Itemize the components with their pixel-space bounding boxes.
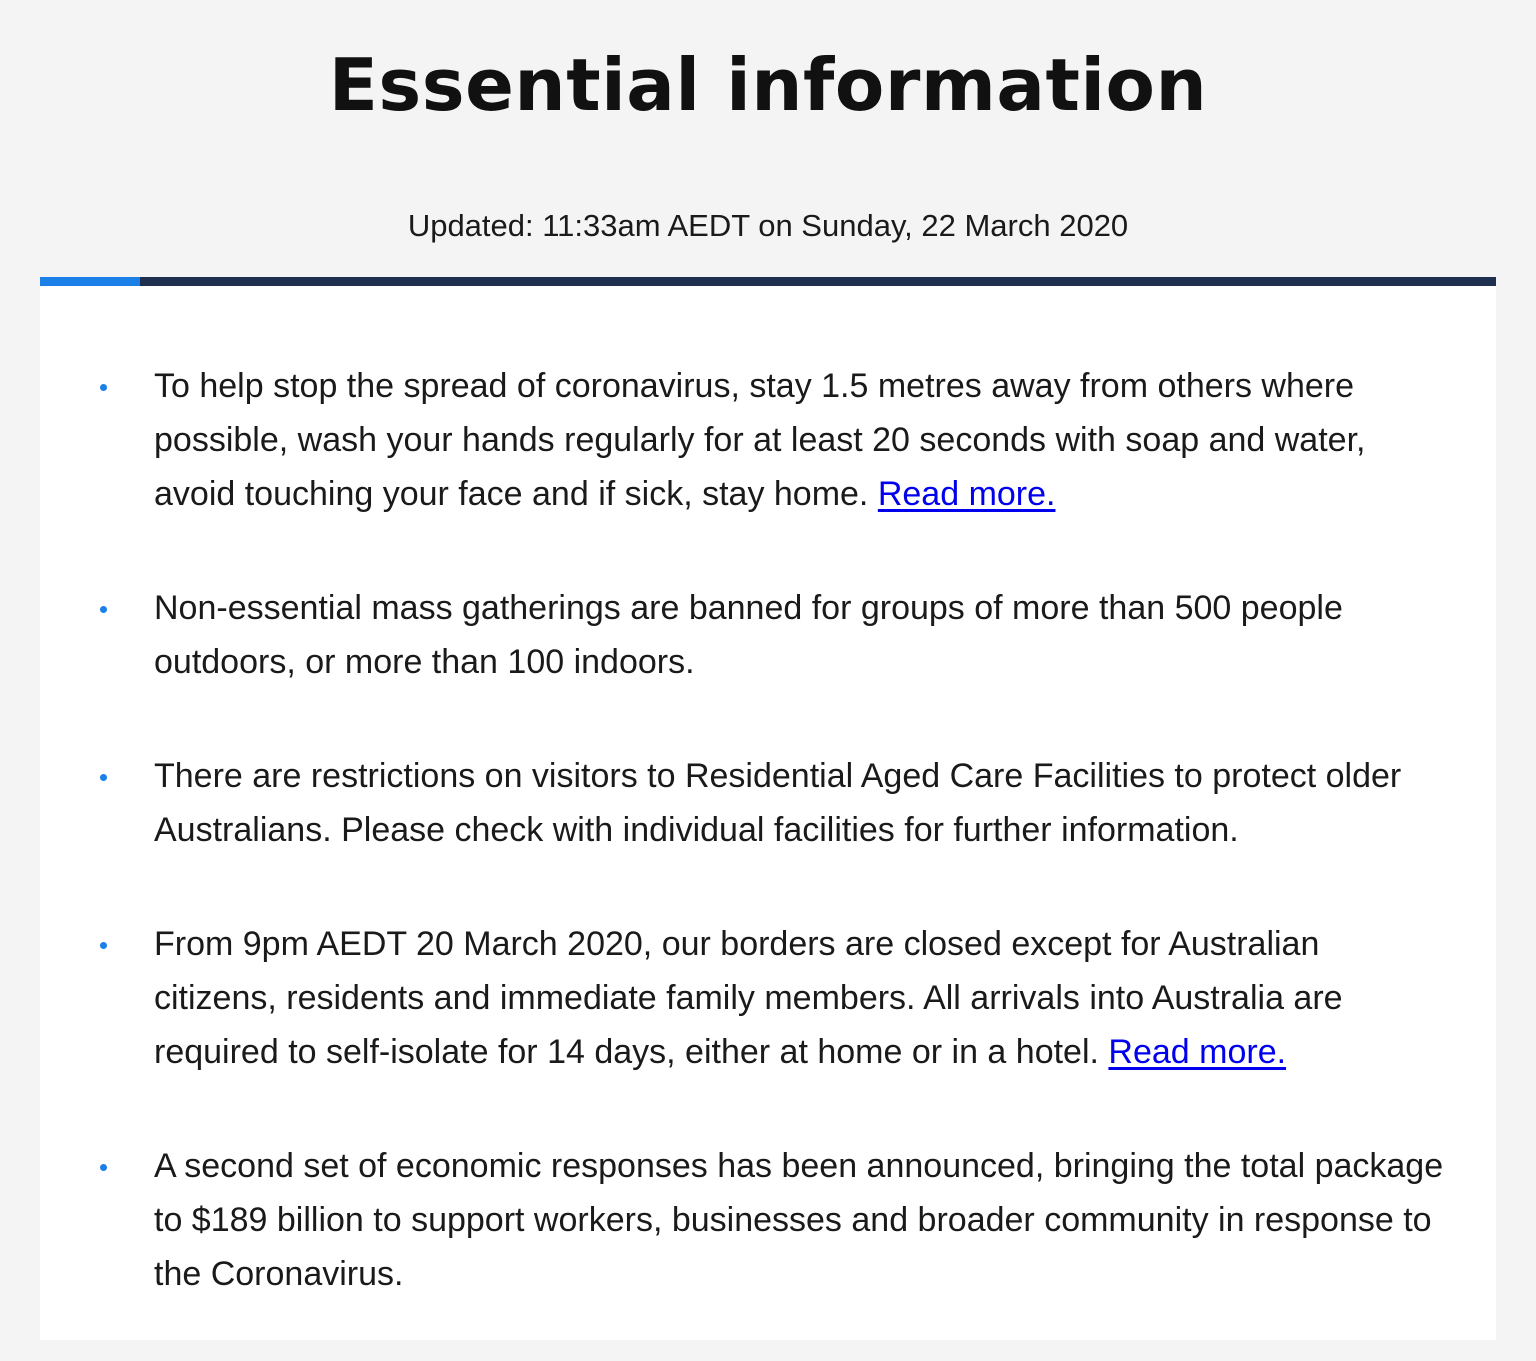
info-item-borders: [40, 917, 1496, 1079]
info-item-text: There are restrictions on visitors to Residential Aged Care Facilities to protect older Australians. Please check with individual facilities for further information.: [154, 757, 1402, 849]
info-item-text: A second set of economic responses has been announced, bringing the total package to $189 billion to support workers, businesses and broader community in response to the Coronavirus.: [154, 1147, 1444, 1293]
section-divider-accent: [40, 277, 140, 286]
essential-info-panel: [40, 286, 1496, 1340]
bullet-icon: [100, 1164, 107, 1171]
section-divider: [40, 277, 1496, 286]
info-item-hygiene: [40, 359, 1496, 521]
bullet-icon: [100, 384, 107, 391]
info-item-text: Non-essential mass gatherings are banned for groups of more than 500 people outdoors, or more than 100 indoors.: [154, 589, 1343, 681]
bullet-icon: [100, 774, 107, 781]
read-more-link[interactable]: Read more.: [1108, 1033, 1287, 1071]
info-item-aged-care: [40, 749, 1496, 857]
info-item-text: To help stop the spread of coronavirus, stay 1.5 metres away from others where possible, wash your hands regularly for at least 20 seconds with soap and water, avoid touching your face and if sick, stay home.: [154, 367, 1366, 513]
info-item-gatherings: [40, 581, 1496, 689]
bullet-icon: [100, 606, 107, 613]
bullet-icon: [100, 942, 107, 949]
updated-timestamp: Updated: 11:33am AEDT on Sunday, 22 March 2020: [407, 208, 1129, 243]
info-item-text: From 9pm AEDT 20 March 2020, our borders are closed except for Australian citizens, residents and immediate family members. All arrivals into Australia are required to self-isolate for 14 days, either at home or in a hotel.: [154, 925, 1343, 1071]
page-title: Essential information: [328, 43, 1208, 127]
info-item-economic: [40, 1139, 1496, 1301]
essential-info-list: [40, 359, 1496, 1361]
read-more-link[interactable]: Read more.: [877, 475, 1056, 513]
